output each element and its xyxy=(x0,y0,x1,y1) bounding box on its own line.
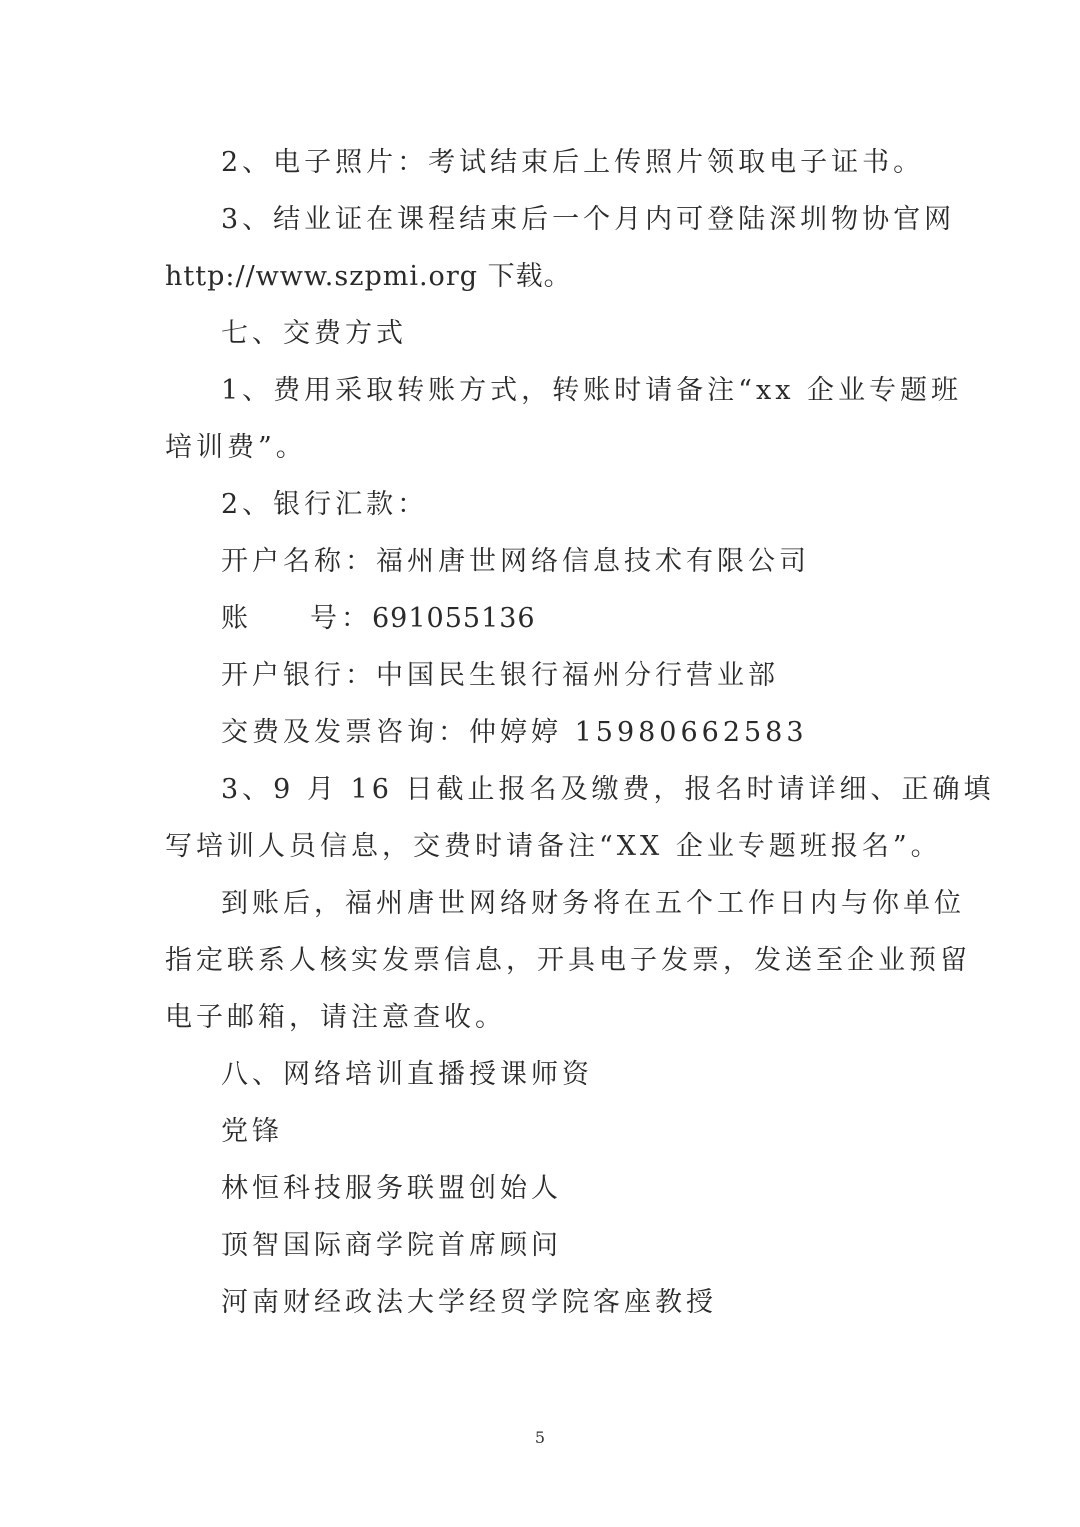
page-number: 5 xyxy=(534,1428,546,1447)
text-line: 2、电子照片：考试结束后上传照片领取电子证书。 xyxy=(221,147,925,178)
text-line: 3、结业证在课程结束后一个月内可登陆深圳物协官网 xyxy=(221,204,956,235)
text-line: 交费及发票咨询：仲婷婷 15980662583 xyxy=(221,717,808,748)
text-line: 到账后，福州唐世网络财务将在五个工作日内与你单位 xyxy=(221,888,965,919)
text-line: 1、费用采取转账方式，转账时请备注“xx 企业专题班 xyxy=(221,375,963,406)
text-line: 2、银行汇款： xyxy=(221,489,429,520)
text-line: 林恒科技服务联盟创始人 xyxy=(221,1173,562,1204)
text-line: http://www.szpmi.org 下载。 xyxy=(165,261,572,292)
section-heading: 八、网络培训直播授课师资 xyxy=(221,1059,593,1090)
account-label-char: 号： xyxy=(310,603,372,634)
account-number: 691055136 xyxy=(372,603,536,634)
text-line: 开户名称：福州唐世网络信息技术有限公司 xyxy=(221,546,810,577)
account-label-char: 账 xyxy=(221,603,252,634)
text-line: 3、9 月 16 日截止报名及缴费，报名时请详细、正确填 xyxy=(221,774,995,805)
text-line: 党锋 xyxy=(221,1116,283,1147)
account-number-line xyxy=(221,602,921,636)
text-line: 培训费”。 xyxy=(165,432,307,463)
text-line: 顶智国际商学院首席顾问 xyxy=(221,1230,562,1261)
text-line: 写培训人员信息，交费时请备注“XX 企业专题班报名”。 xyxy=(165,831,942,862)
text-line: 电子邮箱，请注意查收。 xyxy=(165,1002,506,1033)
text-line: 开户银行：中国民生银行福州分行营业部 xyxy=(221,660,779,691)
text-line: 指定联系人核实发票信息，开具电子发票，发送至企业预留 xyxy=(165,945,971,976)
section-heading: 七、交费方式 xyxy=(221,318,407,349)
text-line: 河南财经政法大学经贸学院客座教授 xyxy=(221,1287,717,1318)
